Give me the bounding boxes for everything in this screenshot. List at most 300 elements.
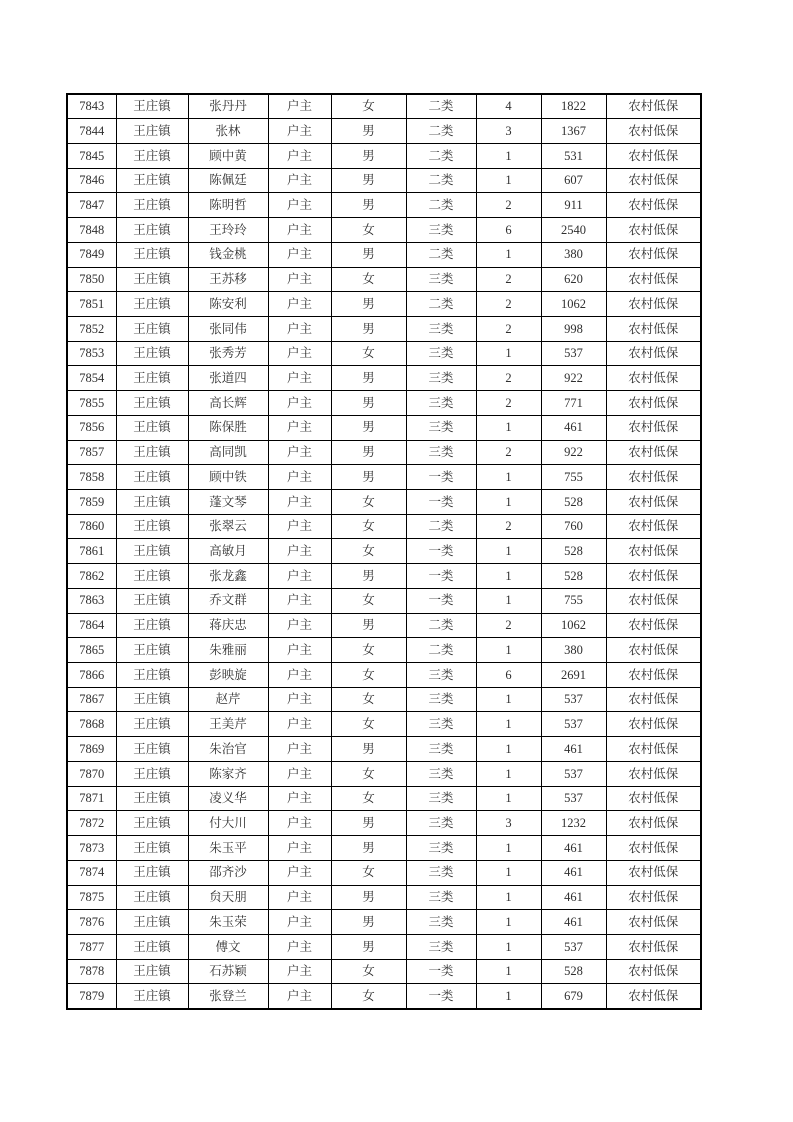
cell-record-no: 7858 [67, 465, 116, 490]
cell-relation: 户主 [268, 440, 331, 465]
cell-relation: 户主 [268, 761, 331, 786]
cell-subsidy-type: 农村低保 [606, 934, 701, 959]
cell-persons: 1 [476, 564, 541, 589]
cell-name: 朱玉荣 [188, 910, 268, 935]
table-row [67, 415, 701, 440]
table-row [67, 539, 701, 564]
cell-persons: 1 [476, 786, 541, 811]
cell-amount: 528 [541, 490, 606, 515]
cell-category: 二类 [406, 613, 476, 638]
cell-subsidy-type: 农村低保 [606, 836, 701, 861]
cell-town: 王庄镇 [116, 836, 188, 861]
cell-name: 王美芹 [188, 712, 268, 737]
cell-subsidy-type: 农村低保 [606, 316, 701, 341]
cell-relation: 户主 [268, 490, 331, 515]
cell-town: 王庄镇 [116, 687, 188, 712]
cell-name: 张秀芳 [188, 341, 268, 366]
cell-name: 张翠云 [188, 514, 268, 539]
table-row [67, 959, 701, 984]
cell-gender: 男 [331, 465, 406, 490]
table-row [67, 193, 701, 218]
cell-gender: 女 [331, 341, 406, 366]
cell-persons: 4 [476, 94, 541, 119]
cell-town: 王庄镇 [116, 168, 188, 193]
cell-category: 三类 [406, 415, 476, 440]
cell-category: 三类 [406, 663, 476, 688]
cell-category: 三类 [406, 934, 476, 959]
cell-relation: 户主 [268, 218, 331, 243]
cell-category: 三类 [406, 761, 476, 786]
cell-subsidy-type: 农村低保 [606, 737, 701, 762]
cell-category: 一类 [406, 984, 476, 1009]
cell-persons: 6 [476, 218, 541, 243]
cell-record-no: 7854 [67, 366, 116, 391]
cell-gender: 男 [331, 366, 406, 391]
cell-record-no: 7876 [67, 910, 116, 935]
cell-record-no: 7870 [67, 761, 116, 786]
cell-category: 三类 [406, 885, 476, 910]
table-row [67, 910, 701, 935]
cell-subsidy-type: 农村低保 [606, 168, 701, 193]
cell-relation: 户主 [268, 193, 331, 218]
cell-persons: 1 [476, 242, 541, 267]
cell-name: 贠天朋 [188, 885, 268, 910]
table-row [67, 143, 701, 168]
cell-category: 二类 [406, 119, 476, 144]
table-row [67, 712, 701, 737]
cell-subsidy-type: 农村低保 [606, 885, 701, 910]
cell-relation: 户主 [268, 465, 331, 490]
cell-category: 三类 [406, 687, 476, 712]
cell-town: 王庄镇 [116, 613, 188, 638]
cell-relation: 户主 [268, 737, 331, 762]
cell-name: 石苏颖 [188, 959, 268, 984]
cell-amount: 537 [541, 761, 606, 786]
cell-name: 傅文 [188, 934, 268, 959]
cell-category: 三类 [406, 786, 476, 811]
cell-town: 王庄镇 [116, 119, 188, 144]
cell-amount: 755 [541, 465, 606, 490]
cell-relation: 户主 [268, 934, 331, 959]
table-row [67, 94, 701, 119]
cell-town: 王庄镇 [116, 638, 188, 663]
cell-record-no: 7879 [67, 984, 116, 1009]
cell-record-no: 7866 [67, 663, 116, 688]
cell-subsidy-type: 农村低保 [606, 218, 701, 243]
cell-name: 陈家齐 [188, 761, 268, 786]
cell-amount: 528 [541, 959, 606, 984]
cell-subsidy-type: 农村低保 [606, 984, 701, 1009]
cell-persons: 1 [476, 737, 541, 762]
cell-town: 王庄镇 [116, 910, 188, 935]
cell-relation: 户主 [268, 613, 331, 638]
cell-subsidy-type: 农村低保 [606, 811, 701, 836]
cell-name: 张丹丹 [188, 94, 268, 119]
cell-name: 高同凯 [188, 440, 268, 465]
cell-record-no: 7869 [67, 737, 116, 762]
table-row [67, 440, 701, 465]
cell-persons: 6 [476, 663, 541, 688]
cell-persons: 1 [476, 143, 541, 168]
table-row [67, 737, 701, 762]
cell-name: 陈安利 [188, 292, 268, 317]
cell-category: 二类 [406, 242, 476, 267]
cell-persons: 1 [476, 341, 541, 366]
cell-relation: 户主 [268, 588, 331, 613]
cell-record-no: 7873 [67, 836, 116, 861]
table-row [67, 860, 701, 885]
cell-persons: 1 [476, 638, 541, 663]
cell-persons: 1 [476, 712, 541, 737]
cell-town: 王庄镇 [116, 94, 188, 119]
cell-persons: 1 [476, 465, 541, 490]
cell-name: 彭映旋 [188, 663, 268, 688]
cell-subsidy-type: 农村低保 [606, 663, 701, 688]
cell-name: 陈佩廷 [188, 168, 268, 193]
cell-name: 陈明哲 [188, 193, 268, 218]
cell-gender: 男 [331, 811, 406, 836]
table-row [67, 687, 701, 712]
cell-record-no: 7864 [67, 613, 116, 638]
cell-relation: 户主 [268, 415, 331, 440]
cell-amount: 537 [541, 786, 606, 811]
cell-name: 赵芹 [188, 687, 268, 712]
cell-subsidy-type: 农村低保 [606, 687, 701, 712]
cell-subsidy-type: 农村低保 [606, 193, 701, 218]
table-row [67, 588, 701, 613]
cell-category: 二类 [406, 168, 476, 193]
cell-relation: 户主 [268, 94, 331, 119]
cell-persons: 2 [476, 193, 541, 218]
cell-town: 王庄镇 [116, 737, 188, 762]
cell-category: 三类 [406, 366, 476, 391]
cell-gender: 女 [331, 94, 406, 119]
table-row [67, 391, 701, 416]
cell-persons: 3 [476, 119, 541, 144]
table-row [67, 761, 701, 786]
cell-gender: 男 [331, 143, 406, 168]
cell-name: 王苏移 [188, 267, 268, 292]
cell-category: 一类 [406, 465, 476, 490]
cell-category: 三类 [406, 391, 476, 416]
cell-name: 张龙鑫 [188, 564, 268, 589]
cell-subsidy-type: 农村低保 [606, 94, 701, 119]
cell-gender: 男 [331, 193, 406, 218]
cell-subsidy-type: 农村低保 [606, 638, 701, 663]
cell-amount: 1367 [541, 119, 606, 144]
table-row [67, 465, 701, 490]
cell-category: 三类 [406, 712, 476, 737]
cell-record-no: 7878 [67, 959, 116, 984]
cell-amount: 771 [541, 391, 606, 416]
cell-relation: 户主 [268, 836, 331, 861]
table-row [67, 638, 701, 663]
cell-subsidy-type: 农村低保 [606, 761, 701, 786]
cell-relation: 户主 [268, 687, 331, 712]
cell-amount: 461 [541, 885, 606, 910]
cell-persons: 1 [476, 984, 541, 1009]
cell-persons: 2 [476, 316, 541, 341]
cell-category: 三类 [406, 860, 476, 885]
cell-town: 王庄镇 [116, 242, 188, 267]
cell-relation: 户主 [268, 242, 331, 267]
cell-category: 一类 [406, 588, 476, 613]
cell-amount: 911 [541, 193, 606, 218]
cell-town: 王庄镇 [116, 712, 188, 737]
cell-persons: 1 [476, 836, 541, 861]
cell-record-no: 7853 [67, 341, 116, 366]
cell-subsidy-type: 农村低保 [606, 415, 701, 440]
cell-gender: 男 [331, 885, 406, 910]
cell-gender: 女 [331, 514, 406, 539]
cell-gender: 女 [331, 786, 406, 811]
cell-record-no: 7856 [67, 415, 116, 440]
cell-subsidy-type: 农村低保 [606, 588, 701, 613]
cell-name: 凌义华 [188, 786, 268, 811]
cell-gender: 女 [331, 663, 406, 688]
cell-amount: 528 [541, 539, 606, 564]
cell-amount: 922 [541, 440, 606, 465]
cell-record-no: 7859 [67, 490, 116, 515]
cell-relation: 户主 [268, 391, 331, 416]
cell-name: 张林 [188, 119, 268, 144]
cell-subsidy-type: 农村低保 [606, 292, 701, 317]
cell-town: 王庄镇 [116, 588, 188, 613]
cell-record-no: 7861 [67, 539, 116, 564]
cell-relation: 户主 [268, 564, 331, 589]
cell-persons: 1 [476, 687, 541, 712]
table-row [67, 514, 701, 539]
cell-gender: 女 [331, 761, 406, 786]
cell-amount: 922 [541, 366, 606, 391]
cell-gender: 女 [331, 959, 406, 984]
cell-gender: 女 [331, 712, 406, 737]
cell-persons: 1 [476, 588, 541, 613]
cell-persons: 1 [476, 860, 541, 885]
cell-town: 王庄镇 [116, 465, 188, 490]
cell-category: 二类 [406, 514, 476, 539]
cell-gender: 女 [331, 267, 406, 292]
cell-amount: 461 [541, 415, 606, 440]
cell-category: 一类 [406, 959, 476, 984]
table-row [67, 168, 701, 193]
cell-record-no: 7863 [67, 588, 116, 613]
cell-amount: 380 [541, 638, 606, 663]
cell-record-no: 7862 [67, 564, 116, 589]
cell-gender: 女 [331, 539, 406, 564]
cell-relation: 户主 [268, 366, 331, 391]
cell-name: 蒋庆忠 [188, 613, 268, 638]
cell-gender: 女 [331, 490, 406, 515]
cell-record-no: 7877 [67, 934, 116, 959]
cell-gender: 男 [331, 440, 406, 465]
cell-gender: 女 [331, 984, 406, 1009]
cell-town: 王庄镇 [116, 514, 188, 539]
cell-relation: 户主 [268, 539, 331, 564]
cell-town: 王庄镇 [116, 143, 188, 168]
cell-record-no: 7845 [67, 143, 116, 168]
cell-persons: 1 [476, 539, 541, 564]
cell-category: 二类 [406, 143, 476, 168]
cell-record-no: 7868 [67, 712, 116, 737]
cell-subsidy-type: 农村低保 [606, 391, 701, 416]
cell-persons: 1 [476, 934, 541, 959]
cell-town: 王庄镇 [116, 415, 188, 440]
cell-town: 王庄镇 [116, 341, 188, 366]
cell-town: 王庄镇 [116, 860, 188, 885]
cell-subsidy-type: 农村低保 [606, 712, 701, 737]
cell-relation: 户主 [268, 514, 331, 539]
cell-town: 王庄镇 [116, 490, 188, 515]
cell-persons: 2 [476, 366, 541, 391]
cell-name: 张同伟 [188, 316, 268, 341]
cell-persons: 1 [476, 168, 541, 193]
cell-gender: 女 [331, 588, 406, 613]
table-row [67, 564, 701, 589]
cell-category: 一类 [406, 564, 476, 589]
cell-record-no: 7855 [67, 391, 116, 416]
cell-town: 王庄镇 [116, 984, 188, 1009]
cell-category: 三类 [406, 341, 476, 366]
cell-category: 二类 [406, 638, 476, 663]
cell-amount: 537 [541, 341, 606, 366]
table-row [67, 663, 701, 688]
cell-gender: 男 [331, 910, 406, 935]
cell-name: 张道四 [188, 366, 268, 391]
cell-town: 王庄镇 [116, 885, 188, 910]
cell-relation: 户主 [268, 341, 331, 366]
cell-persons: 2 [476, 514, 541, 539]
cell-town: 王庄镇 [116, 934, 188, 959]
cell-relation: 户主 [268, 638, 331, 663]
cell-amount: 537 [541, 712, 606, 737]
cell-record-no: 7850 [67, 267, 116, 292]
table-row [67, 218, 701, 243]
cell-category: 三类 [406, 218, 476, 243]
cell-amount: 760 [541, 514, 606, 539]
cell-town: 王庄镇 [116, 267, 188, 292]
cell-subsidy-type: 农村低保 [606, 267, 701, 292]
cell-relation: 户主 [268, 811, 331, 836]
cell-relation: 户主 [268, 663, 331, 688]
cell-relation: 户主 [268, 292, 331, 317]
cell-gender: 男 [331, 613, 406, 638]
cell-category: 三类 [406, 267, 476, 292]
cell-relation: 户主 [268, 168, 331, 193]
cell-subsidy-type: 农村低保 [606, 440, 701, 465]
cell-category: 三类 [406, 910, 476, 935]
cell-subsidy-type: 农村低保 [606, 514, 701, 539]
cell-relation: 户主 [268, 712, 331, 737]
cell-record-no: 7875 [67, 885, 116, 910]
cell-town: 王庄镇 [116, 663, 188, 688]
cell-town: 王庄镇 [116, 539, 188, 564]
cell-subsidy-type: 农村低保 [606, 366, 701, 391]
cell-gender: 男 [331, 564, 406, 589]
cell-record-no: 7844 [67, 119, 116, 144]
cell-town: 王庄镇 [116, 811, 188, 836]
cell-gender: 男 [331, 415, 406, 440]
cell-record-no: 7860 [67, 514, 116, 539]
table-body [67, 94, 701, 1009]
cell-name: 邵齐沙 [188, 860, 268, 885]
cell-amount: 755 [541, 588, 606, 613]
cell-subsidy-type: 农村低保 [606, 490, 701, 515]
cell-amount: 461 [541, 737, 606, 762]
cell-category: 三类 [406, 836, 476, 861]
cell-town: 王庄镇 [116, 316, 188, 341]
cell-name: 高敏月 [188, 539, 268, 564]
cell-subsidy-type: 农村低保 [606, 959, 701, 984]
cell-gender: 男 [331, 934, 406, 959]
cell-amount: 607 [541, 168, 606, 193]
cell-amount: 1822 [541, 94, 606, 119]
cell-town: 王庄镇 [116, 564, 188, 589]
cell-relation: 户主 [268, 984, 331, 1009]
cell-subsidy-type: 农村低保 [606, 465, 701, 490]
cell-name: 蓬文琴 [188, 490, 268, 515]
table-row [67, 242, 701, 267]
cell-gender: 男 [331, 316, 406, 341]
cell-relation: 户主 [268, 316, 331, 341]
cell-record-no: 7846 [67, 168, 116, 193]
cell-subsidy-type: 农村低保 [606, 613, 701, 638]
cell-amount: 2540 [541, 218, 606, 243]
cell-record-no: 7843 [67, 94, 116, 119]
cell-amount: 537 [541, 687, 606, 712]
cell-amount: 531 [541, 143, 606, 168]
cell-amount: 461 [541, 836, 606, 861]
cell-subsidy-type: 农村低保 [606, 242, 701, 267]
cell-town: 王庄镇 [116, 218, 188, 243]
cell-category: 一类 [406, 539, 476, 564]
cell-record-no: 7852 [67, 316, 116, 341]
table-row [67, 934, 701, 959]
table-row [67, 119, 701, 144]
cell-persons: 1 [476, 910, 541, 935]
cell-amount: 528 [541, 564, 606, 589]
cell-record-no: 7851 [67, 292, 116, 317]
cell-gender: 男 [331, 119, 406, 144]
table-row [67, 267, 701, 292]
cell-town: 王庄镇 [116, 440, 188, 465]
cell-record-no: 7857 [67, 440, 116, 465]
cell-persons: 1 [476, 761, 541, 786]
table-row [67, 341, 701, 366]
cell-gender: 男 [331, 737, 406, 762]
cell-persons: 3 [476, 811, 541, 836]
cell-name: 张登兰 [188, 984, 268, 1009]
cell-gender: 男 [331, 292, 406, 317]
cell-category: 二类 [406, 193, 476, 218]
cell-name: 朱治官 [188, 737, 268, 762]
cell-relation: 户主 [268, 885, 331, 910]
cell-record-no: 7871 [67, 786, 116, 811]
cell-town: 王庄镇 [116, 761, 188, 786]
cell-category: 一类 [406, 490, 476, 515]
cell-amount: 1062 [541, 613, 606, 638]
cell-relation: 户主 [268, 860, 331, 885]
table-row [67, 984, 701, 1009]
cell-persons: 2 [476, 267, 541, 292]
cell-subsidy-type: 农村低保 [606, 860, 701, 885]
cell-persons: 1 [476, 959, 541, 984]
welfare-record-table [66, 93, 702, 1010]
cell-name: 钱金桃 [188, 242, 268, 267]
cell-relation: 户主 [268, 143, 331, 168]
cell-subsidy-type: 农村低保 [606, 910, 701, 935]
cell-name: 朱雅丽 [188, 638, 268, 663]
